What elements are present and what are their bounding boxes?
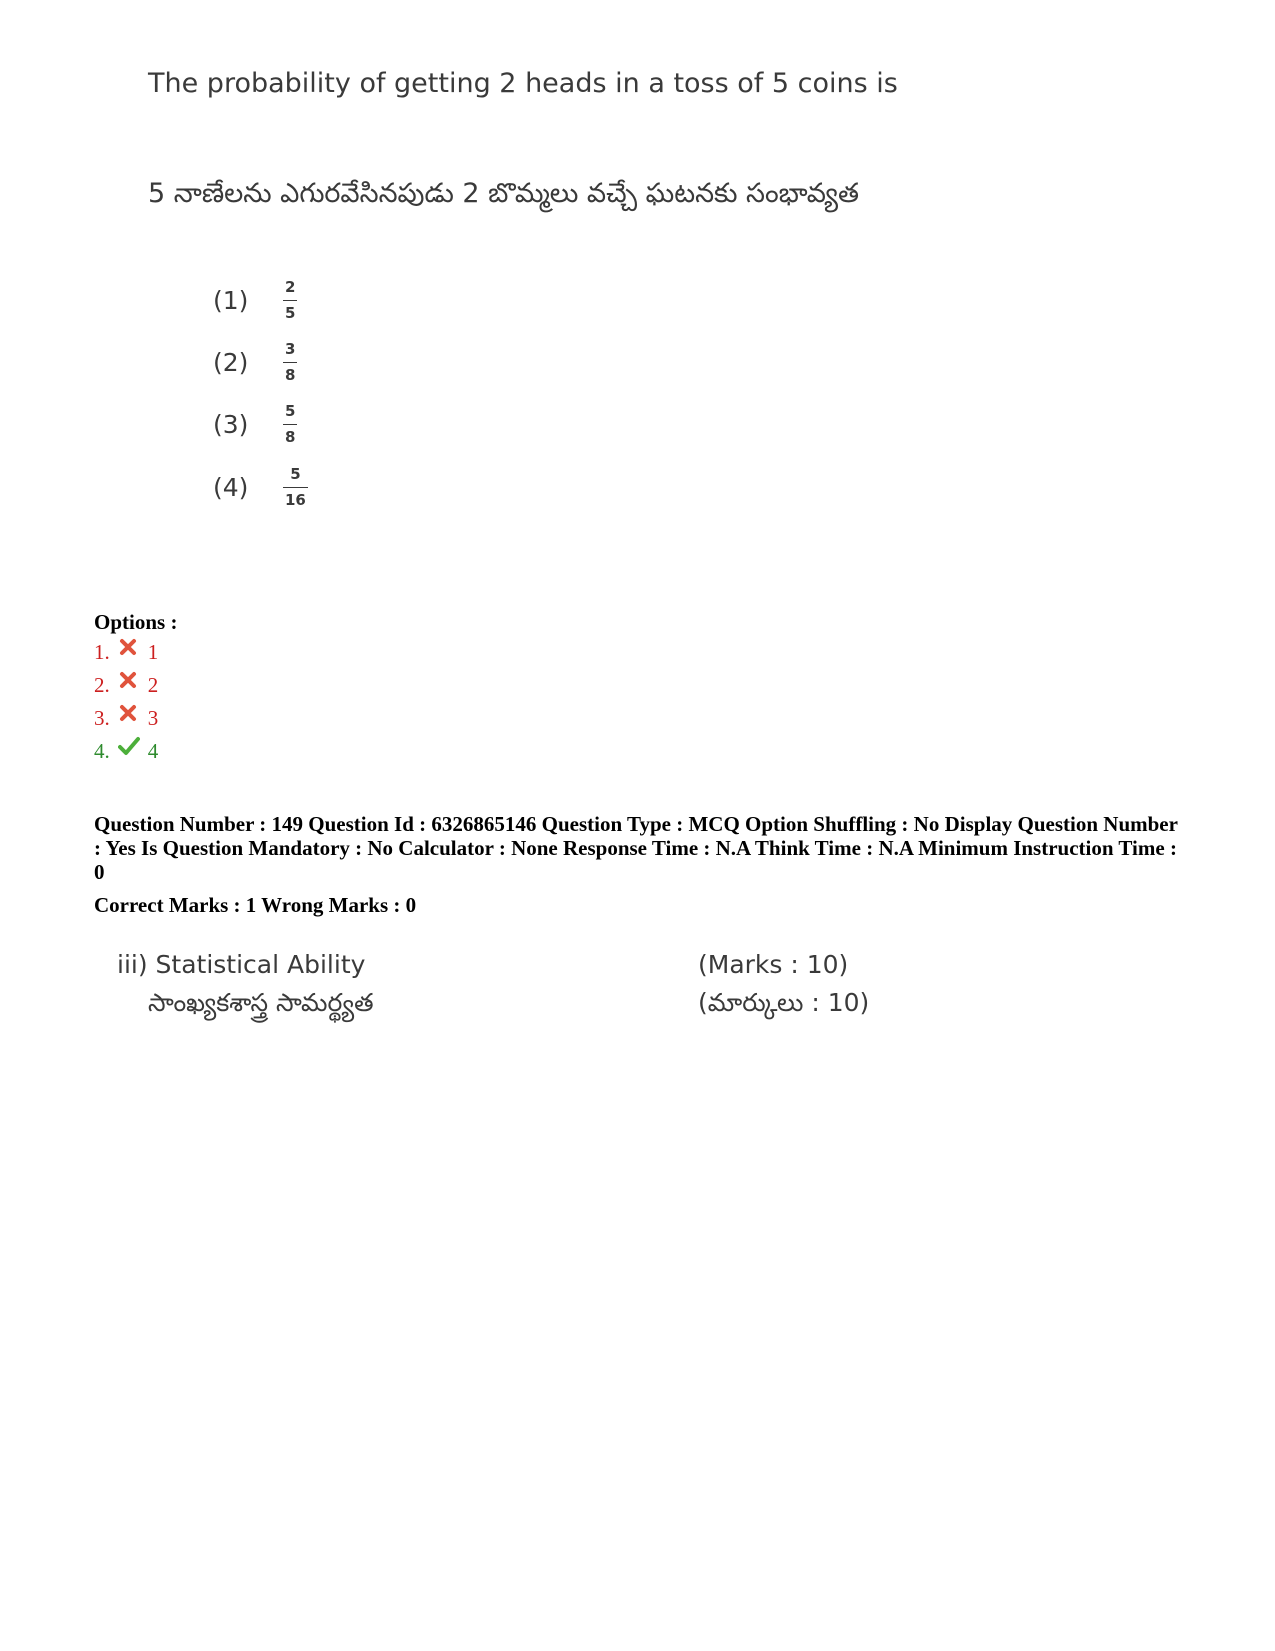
- marks-info: Correct Marks : 1 Wrong Marks : 0: [94, 893, 417, 917]
- option-1: [94, 640, 158, 665]
- choice-2: [213, 334, 297, 390]
- fraction-denominator: 5: [285, 303, 296, 322]
- choice-3: [213, 396, 297, 452]
- cross-icon: [118, 670, 138, 690]
- section-marks-telugu: (మార్కులు : 10): [698, 988, 870, 1017]
- choice-1: [213, 272, 297, 328]
- fraction-bar: [283, 362, 297, 363]
- fraction: [283, 277, 297, 322]
- choice-4: [213, 459, 308, 515]
- section-header-image: [0, 940, 1275, 1040]
- options-heading: Options :: [94, 610, 178, 634]
- option-value: 2: [147, 673, 159, 697]
- choice-label: (1): [213, 285, 249, 315]
- option-value: 3: [147, 706, 159, 730]
- option-3: [94, 706, 158, 731]
- question-details: Question Number : 149 Question Id : 6326865146 Question Type : MCQ Option Shuffling : No Display Question Number : Yes Is Question Mandatory : No Calculator : None Response Time : N.A Think Time : N.A Minimum Instruction Time : 0: [94, 812, 1178, 884]
- cross-icon: [118, 703, 138, 723]
- fraction-numerator: 5: [285, 401, 296, 420]
- option-2: [94, 673, 158, 698]
- option-4: [94, 739, 158, 764]
- fraction: [283, 401, 297, 446]
- choice-label: (3): [213, 409, 249, 439]
- fraction-bar: [283, 300, 297, 301]
- choice-label: (2): [213, 347, 249, 377]
- option-number: 1.: [94, 640, 110, 664]
- section-title-telugu: సాంఖ్యకశాస్త్ర సామర్థ్యత: [148, 988, 374, 1017]
- fraction-numerator: 3: [285, 339, 296, 358]
- fraction-numerator: 2: [285, 277, 296, 296]
- question-text-english: The probability of getting 2 heads in a toss of 5 coins is: [148, 68, 898, 99]
- option-value: 1: [147, 640, 159, 664]
- fraction-denominator: 16: [285, 490, 306, 509]
- fraction: [283, 339, 297, 384]
- question-image: [0, 0, 1275, 560]
- option-value: 4: [147, 739, 159, 763]
- section-title-english: iii) Statistical Ability: [117, 950, 366, 979]
- fraction: [283, 464, 308, 509]
- question-text-telugu: 5 నాణేలను ఎగురవేసినపుడు 2 బొమ్మలు వచ్చే ఘటనకు సంభావ్యత: [148, 178, 860, 209]
- fraction-numerator: 5: [290, 464, 301, 483]
- fraction-bar: [283, 424, 297, 425]
- option-number: 2.: [94, 673, 110, 697]
- choice-label: (4): [213, 472, 249, 502]
- option-number: 3.: [94, 706, 110, 730]
- fraction-bar: [283, 487, 308, 488]
- fraction-denominator: 8: [285, 427, 296, 446]
- fraction-denominator: 8: [285, 365, 296, 384]
- section-marks-english: (Marks : 10): [698, 950, 849, 979]
- check-icon: [118, 736, 138, 756]
- option-number: 4.: [94, 739, 110, 763]
- cross-icon: [118, 637, 138, 657]
